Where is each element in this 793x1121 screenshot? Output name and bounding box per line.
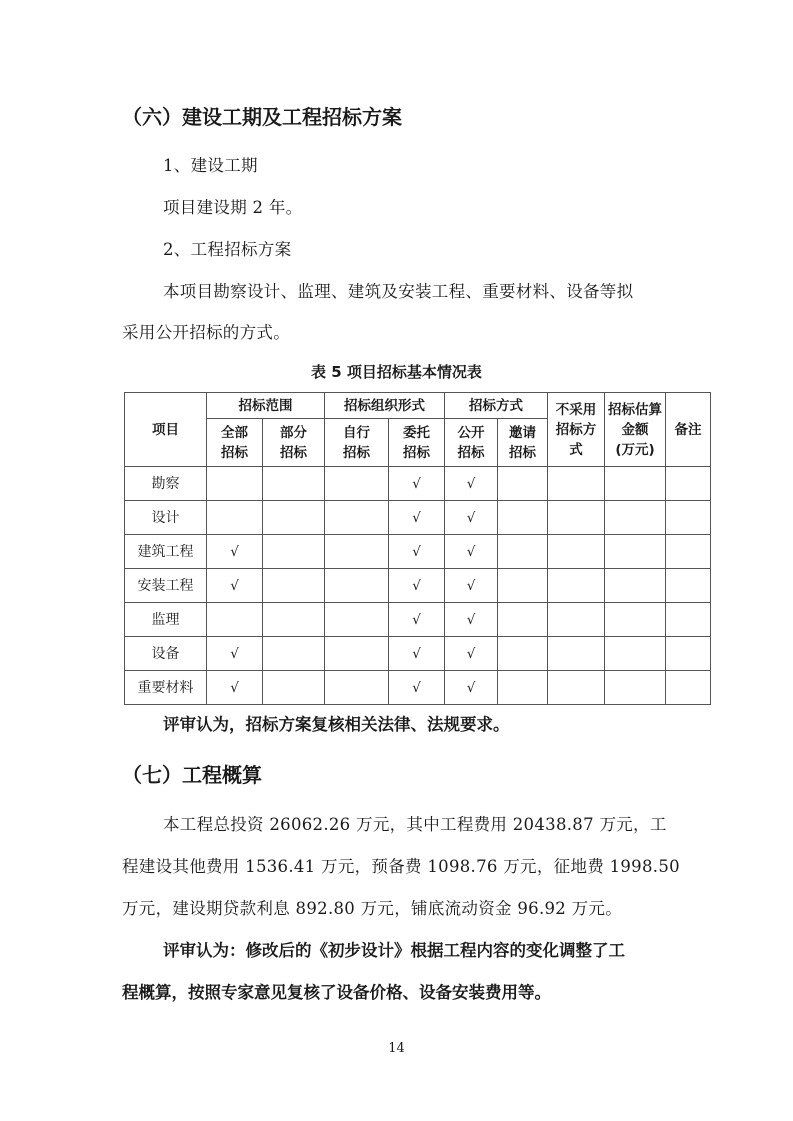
header-not-adopt: 不采用 招标方 式 bbox=[548, 393, 605, 467]
cell-entrust: √ bbox=[389, 637, 445, 671]
cell-partial bbox=[263, 637, 325, 671]
cell-invite bbox=[498, 569, 548, 603]
cell-estimate bbox=[605, 637, 666, 671]
cell-self bbox=[325, 501, 389, 535]
budget-line1: 本工程总投资 26062.26 万元，其中工程费用 20438.87 万元，工 bbox=[163, 815, 667, 834]
cell-estimate bbox=[605, 467, 666, 501]
header-entrust: 委托 招标 bbox=[389, 419, 445, 467]
row-name-cell: 建筑工程 bbox=[125, 535, 207, 569]
cell-partial bbox=[263, 603, 325, 637]
cell-invite bbox=[498, 671, 548, 705]
cell-full: √ bbox=[207, 569, 263, 603]
cell-entrust: √ bbox=[389, 501, 445, 535]
header-partial: 部分 招标 bbox=[263, 419, 325, 467]
cell-not-adopt bbox=[548, 501, 605, 535]
subsection-2-text-line2: 采用公开招标的方式。 bbox=[122, 323, 290, 342]
cell-not-adopt bbox=[548, 671, 605, 705]
review-statement-1: 评审认为，招标方案复核相关法律、法规要求。 bbox=[163, 715, 510, 734]
cell-entrust: √ bbox=[389, 603, 445, 637]
header-method: 招标方式 bbox=[445, 393, 548, 419]
header-remark: 备注 bbox=[666, 393, 711, 467]
cell-remark bbox=[666, 603, 711, 637]
cell-partial bbox=[263, 467, 325, 501]
cell-full bbox=[207, 501, 263, 535]
cell-entrust: √ bbox=[389, 569, 445, 603]
cell-full bbox=[207, 467, 263, 501]
table-row bbox=[125, 467, 711, 501]
header-estimate: 招标估算 金额 (万元) bbox=[605, 393, 666, 467]
cell-self bbox=[325, 467, 389, 501]
cell-estimate bbox=[605, 535, 666, 569]
cell-entrust: √ bbox=[389, 671, 445, 705]
cell-open: √ bbox=[445, 535, 498, 569]
cell-self bbox=[325, 603, 389, 637]
cell-not-adopt bbox=[548, 467, 605, 501]
review-statement-2-line1: 评审认为：修改后的《初步设计》根据工程内容的变化调整了工 bbox=[163, 941, 625, 960]
cell-invite bbox=[498, 637, 548, 671]
cell-full: √ bbox=[207, 671, 263, 705]
header-item: 项目 bbox=[125, 393, 207, 467]
row-name-cell: 勘察 bbox=[125, 467, 207, 501]
cell-not-adopt bbox=[548, 535, 605, 569]
header-org: 招标组织形式 bbox=[325, 393, 445, 419]
cell-remark bbox=[666, 671, 711, 705]
review-statement-2-line2: 程概算，按照专家意见复核了设备价格、设备安装费用等。 bbox=[122, 983, 551, 1002]
cell-entrust: √ bbox=[389, 535, 445, 569]
cell-invite bbox=[498, 603, 548, 637]
cell-self bbox=[325, 671, 389, 705]
cell-estimate bbox=[605, 501, 666, 535]
header-scope: 招标范围 bbox=[207, 393, 325, 419]
row-name-cell: 安装工程 bbox=[125, 569, 207, 603]
header-self: 自行 招标 bbox=[325, 419, 389, 467]
cell-remark bbox=[666, 535, 711, 569]
subsection-1-text: 项目建设期 2 年。 bbox=[163, 198, 303, 217]
row-name-cell: 重要材料 bbox=[125, 671, 207, 705]
cell-invite bbox=[498, 467, 548, 501]
header-invite: 邀请 招标 bbox=[498, 419, 548, 467]
section-7-heading: （七）工程概算 bbox=[122, 763, 262, 787]
cell-remark bbox=[666, 637, 711, 671]
budget-line2: 程建设其他费用 1536.41 万元，预备费 1098.76 万元，征地费 1998.50 bbox=[122, 857, 680, 876]
cell-invite bbox=[498, 535, 548, 569]
cell-partial bbox=[263, 569, 325, 603]
cell-open: √ bbox=[445, 501, 498, 535]
row-name-cell: 监理 bbox=[125, 603, 207, 637]
cell-self bbox=[325, 637, 389, 671]
cell-not-adopt bbox=[548, 569, 605, 603]
header-full: 全部 招标 bbox=[207, 419, 263, 467]
cell-estimate bbox=[605, 603, 666, 637]
cell-self bbox=[325, 535, 389, 569]
header-open: 公开 招标 bbox=[445, 419, 498, 467]
cell-not-adopt bbox=[548, 637, 605, 671]
subsection-1-title: 1、建设工期 bbox=[163, 156, 258, 175]
cell-remark bbox=[666, 467, 711, 501]
cell-open: √ bbox=[445, 637, 498, 671]
cell-estimate bbox=[605, 569, 666, 603]
cell-not-adopt bbox=[548, 603, 605, 637]
cell-remark bbox=[666, 569, 711, 603]
cell-open: √ bbox=[445, 671, 498, 705]
table-row bbox=[125, 535, 711, 569]
cell-full: √ bbox=[207, 637, 263, 671]
table-row bbox=[125, 603, 711, 637]
budget-line3: 万元，建设期贷款利息 892.80 万元，铺底流动资金 96.92 万元。 bbox=[122, 899, 623, 918]
cell-partial bbox=[263, 535, 325, 569]
subsection-2-title: 2、工程招标方案 bbox=[163, 240, 292, 259]
row-name-cell: 设计 bbox=[125, 501, 207, 535]
cell-remark bbox=[666, 501, 711, 535]
cell-estimate bbox=[605, 671, 666, 705]
cell-open: √ bbox=[445, 603, 498, 637]
cell-entrust: √ bbox=[389, 467, 445, 501]
table-caption: 表 5 项目招标基本情况表 bbox=[311, 363, 482, 381]
table-row bbox=[125, 501, 711, 535]
cell-invite bbox=[498, 501, 548, 535]
cell-full bbox=[207, 603, 263, 637]
cell-partial bbox=[263, 501, 325, 535]
cell-full: √ bbox=[207, 535, 263, 569]
bidding-table bbox=[124, 392, 711, 705]
page-number: 14 bbox=[388, 1041, 405, 1056]
cell-open: √ bbox=[445, 467, 498, 501]
table-body bbox=[125, 467, 711, 705]
subsection-2-text-line1: 本项目勘察设计、监理、建筑及安装工程、重要材料、设备等拟 bbox=[163, 282, 634, 301]
row-name-cell: 设备 bbox=[125, 637, 207, 671]
cell-partial bbox=[263, 671, 325, 705]
cell-open: √ bbox=[445, 569, 498, 603]
section-6-heading: （六）建设工期及工程招标方案 bbox=[122, 105, 402, 129]
cell-self bbox=[325, 569, 389, 603]
table-row bbox=[125, 671, 711, 705]
table-row bbox=[125, 637, 711, 671]
table-row bbox=[125, 569, 711, 603]
